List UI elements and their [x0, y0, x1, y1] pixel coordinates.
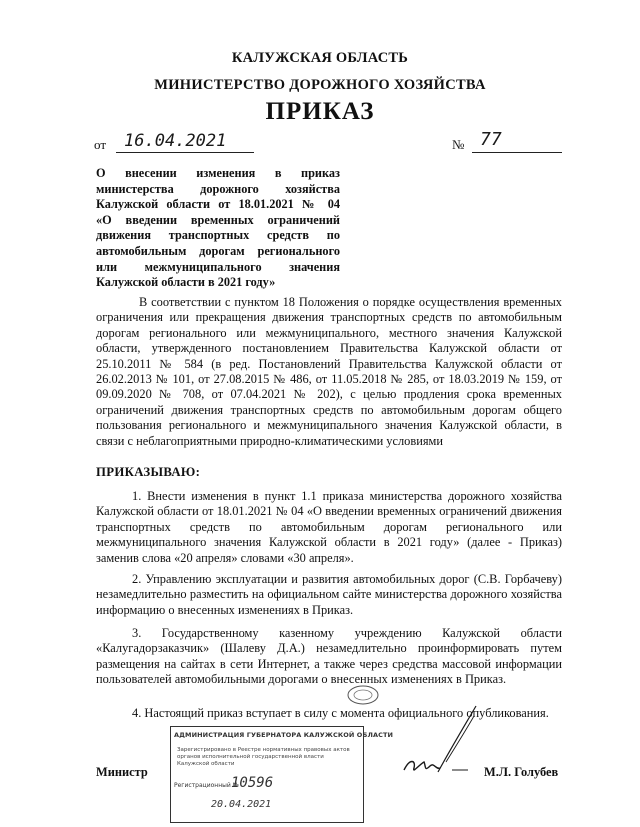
subject-line: министерства дорожного хозяйства — [96, 181, 340, 196]
seal-mark-icon — [346, 684, 380, 706]
order-item-1: 1. Внести изменения в пункт 1.1 приказа министерства дорожного хозяйства Калужской области от 18.01.2021 № 04 «О введении временных ограничений движения транспортных средств по автомобильным дорогам регионального или межмуниципального значения Калужской области в 2021 году» (далее - Приказ) заменив слова «20 апреля» словами «30 апреля». — [96, 489, 562, 565]
subject-line: Калужской области в 2021 году» — [96, 275, 276, 290]
preamble-paragraph: В соответствии с пунктом 18 Положения о порядке осуществления временных ограничения или прекращения движения транспортных средств по автомобильным дорогам регионального или межмуниципального, местного значения Калужской области, утвержденного постановлением Правительства Калужской области от 25.10.2011 № 584 (в ред. Постановлений Правительства Калужской области от 26.02.2013 № 101, от 27.08.2015 № 486, от 11.05.2018 № 285, от 18.03.2019 № 159, от 09.09.2020 № 708, от 07.04.2021 № 202), с целью продления срока временных ограничений движения транспортных средств по автомобильным дорогам общего пользования регионального и межмуниципального значения Калужской области, в связи с неблагоприятными природно-климатическими условиями — [96, 295, 562, 448]
number-underline — [472, 152, 562, 153]
order-item-3: 3. Государственному казенному учреждению Калужской области «Калугадорзаказчик» (Шалеву Д.А.) незамедлительно проинформировать путем размещения на сайтах в сети Интернет, а также через средства массовой информации пользователей автомобильными дорогами о внесенных изменениях в Приказ. — [96, 626, 562, 687]
registration-stamp — [170, 726, 394, 823]
signatory-role: Министр — [96, 765, 148, 779]
stamp-reg-date: 20.04.2021 — [211, 799, 272, 810]
subject-line: О внесении изменения в приказ — [96, 166, 340, 180]
number-handwritten: 77 — [480, 129, 502, 150]
handwritten-signature-icon — [400, 700, 480, 780]
number-prefix: № — [452, 137, 465, 152]
document-type-title: ПРИКАЗ — [265, 98, 375, 125]
subject-line: или межмуниципального значения — [96, 259, 340, 274]
stamp-body-text: Зарегистрировано в Реестре нормативных правовых актов органов исполнительной государственной власти Калужской области — [177, 747, 350, 767]
order-subject — [96, 166, 340, 291]
order-item-2: 2. Управлению эксплуатации и развития автомобильных дорог (С.В. Горбачеву) незамедлительно разместить на официальном сайте министерства дорожного хозяйства информацию о внесенных изменениях в Приказ. — [96, 572, 562, 617]
region-header: КАЛУЖСКАЯ ОБЛАСТЬ — [231, 50, 409, 66]
subject-line: автомобильным дорогам регионального — [96, 243, 340, 258]
subject-line: движения транспортных средств по — [96, 228, 340, 243]
order-item-4: 4. Настоящий приказ вступает в силу с момента официального опубликования. — [132, 706, 549, 720]
ministry-header: МИНИСТЕРСТВО ДОРОЖНОГО ХОЗЯЙСТВА — [154, 77, 486, 93]
subject-line: «О введении временных ограничений — [96, 212, 340, 227]
stamp-header: АДМИНИСТРАЦИЯ ГУБЕРНАТОРА КАЛУЖСКОЙ ОБЛАСТИ — [174, 731, 394, 739]
signatory-name: М.Л. Голубев — [484, 765, 559, 779]
stamp-reg-number: 10596 — [231, 775, 274, 791]
date-prefix: от — [94, 137, 107, 152]
date-handwritten: 16.04.2021 — [124, 131, 227, 151]
order-word: ПРИКАЗЫВАЮ: — [96, 465, 201, 479]
order-number — [452, 137, 564, 153]
date-underline — [116, 152, 254, 153]
subject-line: Калужской области от 18.01.2021 № 04 — [96, 197, 340, 212]
stamp-reg-label: Регистрационный № — [174, 782, 239, 789]
